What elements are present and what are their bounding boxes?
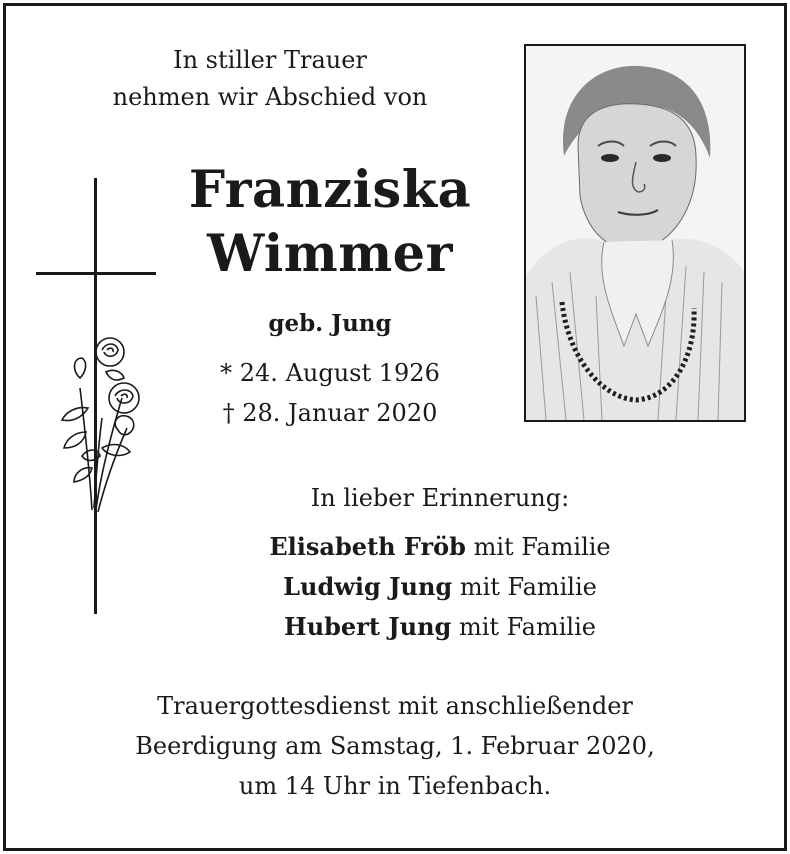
- service-info: [40, 686, 750, 806]
- portrait-image: [526, 46, 744, 420]
- first-name: Franziska: [188, 160, 472, 220]
- service-line-3: um 14 Uhr in Tiefenbach.: [238, 772, 552, 800]
- family-member: [200, 527, 680, 567]
- intro-text: [60, 42, 480, 116]
- family-member-suffix: mit Familie: [452, 573, 597, 601]
- family-member-name: Hubert Jung: [284, 612, 452, 641]
- family-member-suffix: mit Familie: [451, 613, 596, 641]
- intro-line-1: In stiller Trauer: [173, 46, 367, 74]
- deceased-name: [150, 158, 510, 286]
- last-name: Wimmer: [207, 224, 453, 284]
- family-list: [200, 527, 680, 647]
- cross-bar: [36, 272, 156, 275]
- death-date: † 28. Januar 2020: [222, 399, 438, 427]
- roses-icon: [52, 328, 152, 528]
- service-line-1: Trauergottesdienst mit anschließender: [157, 692, 633, 720]
- memory-line: In lieber Erinnerung:: [310, 484, 570, 512]
- family-member: [200, 607, 680, 647]
- family-member-suffix: mit Familie: [465, 533, 611, 561]
- intro-line-2: nehmen wir Abschied von: [112, 83, 428, 111]
- family-member-name: Elisabeth Fröb: [269, 532, 466, 561]
- family-member-name: Ludwig Jung: [283, 572, 453, 601]
- family-member: [200, 567, 680, 607]
- birth-name: geb. Jung: [268, 310, 392, 337]
- service-line-2: Beerdigung am Samstag, 1. Februar 2020,: [135, 732, 655, 760]
- portrait-photo: [524, 44, 746, 422]
- life-dates: [190, 353, 470, 433]
- birth-date: * 24. August 1926: [220, 359, 440, 387]
